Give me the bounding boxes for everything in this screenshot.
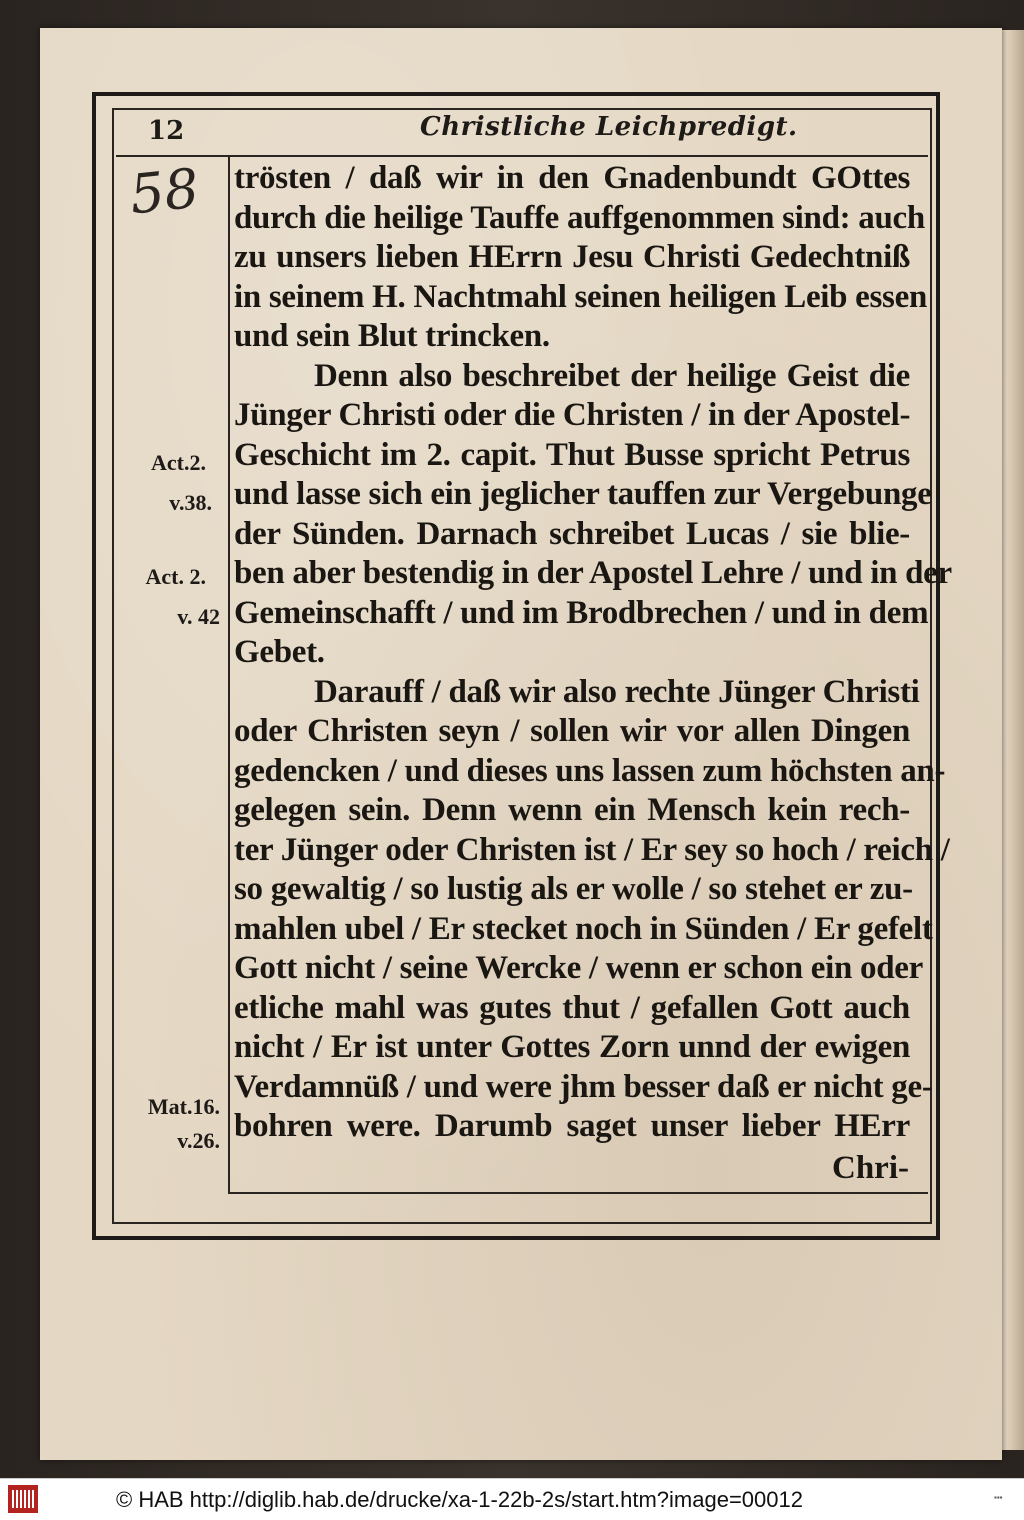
text-line: der Sünden. Darnach schreibet Lucas / sie blie- [234, 515, 910, 552]
logo-bars [12, 1490, 34, 1508]
bottom-rule [228, 1192, 928, 1194]
margin-ref-acts-2-verse: v.38. [169, 490, 212, 515]
text-line: durch die heilige Tauffe auffgenommen sind: auch [234, 199, 925, 236]
text-line: und lasse sich ein jeglicher tauffen zur Vergebunge [234, 476, 932, 512]
text-line: trösten / daß wir in den Gnadenbundt GOttes [234, 160, 910, 196]
footer-copyright-link[interactable]: © HAB http://diglib.hab.de/drucke/xa-1-22b-2s/start.htm?image=00012 [116, 1487, 803, 1512]
margin-ref-acts-2-b-verse: v. 42 [177, 604, 220, 629]
margin-ref-matthew-16: Mat.16. [147, 1094, 220, 1119]
text-line: in seinem H. Nachtmahl seinen heiligen Leib essen [234, 278, 927, 315]
margin-divider [228, 157, 230, 1193]
catchword: Chri- [832, 1150, 909, 1186]
text-line: Jünger Christi oder die Christen / in der Apostel- [234, 397, 911, 433]
text-line: Gemeinschafft / und im Brodbrechen / und in dem [234, 594, 929, 631]
text-line: gedencken / und dieses uns lassen zum höchsten an- [234, 752, 946, 789]
text-line: bohren were. Darumb saget unser lieber HErr [234, 1108, 910, 1144]
text-line: Denn also beschreibet der heilige Geist die [314, 357, 910, 394]
text-line: mahlen ubel / Er stecket noch in Sünden / Er gefelt [234, 910, 933, 947]
text-line: oder Christen seyn / sollen wir vor allen Dingen [234, 713, 910, 749]
text-line: und sein Blut trincken. [234, 318, 550, 354]
text-line: Verdamnüß / und were jhm besser daß er nicht ge- [234, 1068, 933, 1105]
running-head: Christliche Leichpredigt. [420, 112, 798, 142]
hab-logo-icon[interactable] [8, 1485, 38, 1513]
text-line: gelegen sein. Denn wenn ein Mensch kein rech- [234, 792, 910, 828]
text-line: ter Jünger oder Christen ist / Er sey so hoch / reich / [234, 831, 950, 868]
handwritten-folio-number: 58 [126, 156, 202, 227]
margin-ref-acts-2-b: Act. 2. [145, 564, 206, 589]
text-line: Gott nicht / seine Wercke / wenn er schon ein oder [234, 950, 923, 986]
margin-ref-acts-2: Act.2. [151, 450, 206, 475]
text-line: Geschicht im 2. capit. Thut Busse spricht Petrus [234, 436, 910, 473]
text-line: Gebet. [234, 634, 325, 670]
text-line: ben aber bestendig in der Apostel Lehre / und in der [234, 555, 952, 591]
text-line: nicht / Er ist unter Gottes Zorn unnd der ewigen [234, 1029, 910, 1065]
margin-ref-matthew-16-verse: v.26. [177, 1128, 220, 1153]
page-number: 12 [148, 116, 185, 146]
text-line: Darauff / daß wir also rechte Jünger Christi [314, 673, 920, 710]
footer-bar [0, 1478, 1024, 1520]
text-line: so gewaltig / so lustig als er wolle / so stehet er zu- [234, 871, 913, 907]
text-line: etliche mahl was gutes thut / gefallen Gott auch [234, 989, 910, 1026]
header-rule [116, 155, 928, 157]
footer-mark: ▪▪▪ [994, 1493, 1003, 1502]
text-line: zu unsers lieben HErrn Jesu Christi Gedechtniß [234, 239, 910, 275]
